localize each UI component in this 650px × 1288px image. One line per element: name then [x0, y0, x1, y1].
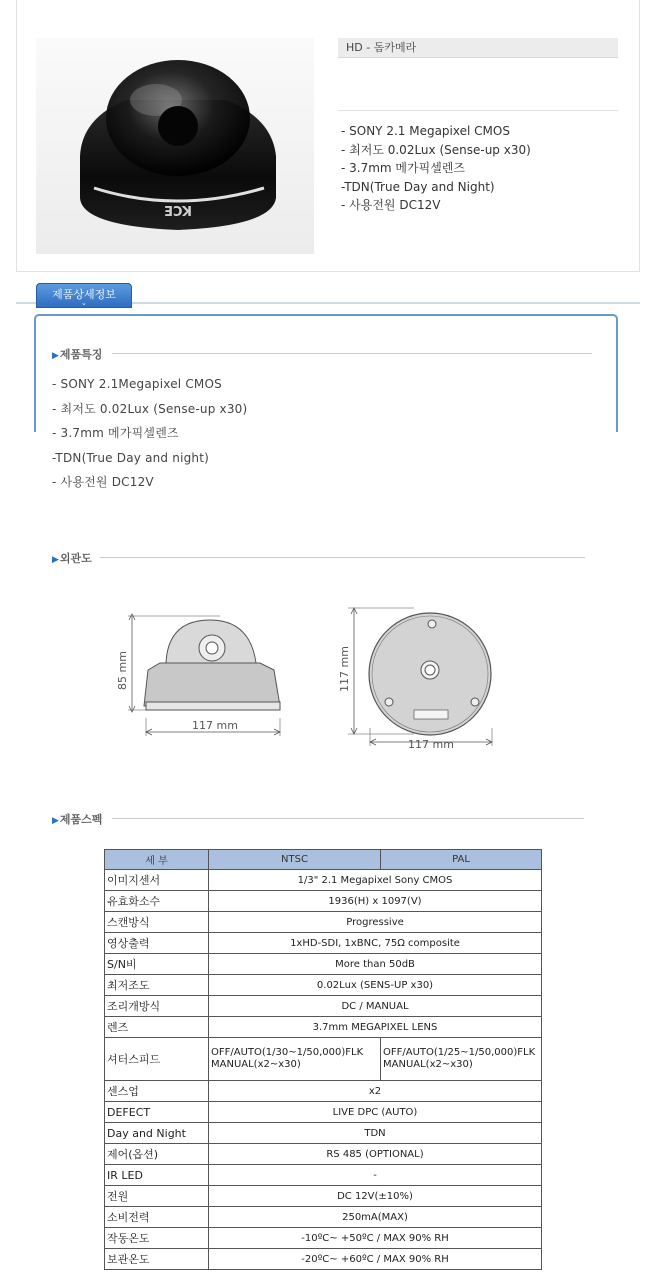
triangle-right-icon: ▶	[52, 351, 59, 361]
table-label: 센스업	[105, 1081, 209, 1102]
table-label: 이미지센서	[105, 870, 209, 891]
detail-feature-item: - 사용전원 DC12V	[52, 475, 154, 489]
feature-item: - SONY 2.1 Megapixel CMOS	[341, 124, 510, 138]
detail-feature-item: -TDN(True Day and night)	[52, 450, 210, 465]
table-row-shutter	[105, 1038, 542, 1081]
table-value: x2	[209, 1081, 542, 1102]
shutter-line: MANUAL(x2~x30)	[211, 1059, 301, 1070]
section-heading-spec	[52, 811, 102, 827]
table-row	[105, 1081, 542, 1102]
table-header-row	[105, 850, 542, 870]
feature-item: -TDN(True Day and Night)	[341, 179, 495, 194]
table-label: 소비전력	[105, 1207, 209, 1228]
side-width-label: 117 mm	[192, 719, 238, 732]
table-header-cell: PAL	[381, 850, 542, 870]
table-value-pal	[381, 1038, 542, 1081]
product-title: HD - 돔카메라	[338, 38, 618, 58]
table-row	[105, 954, 542, 975]
table-row	[105, 996, 542, 1017]
table-value: LIVE DPC (AUTO)	[209, 1102, 542, 1123]
table-label: 최저조도	[105, 975, 209, 996]
detail-feature-item: - 3.7mm 메가픽셀렌즈	[52, 426, 179, 440]
table-value: DC 12V(±10%)	[209, 1186, 542, 1207]
table-value: More than 50dB	[209, 954, 542, 975]
tab-label: 제품상세정보	[52, 288, 116, 301]
table-value: 1xHD-SDI, 1xBNC, 75Ω composite	[209, 933, 542, 954]
top-view-drawing	[344, 604, 500, 756]
table-row	[105, 1123, 542, 1144]
section-divider	[100, 557, 585, 558]
section-title: 제품스펙	[59, 813, 103, 826]
table-row	[105, 1207, 542, 1228]
section-heading-appearance	[52, 550, 92, 566]
section-divider	[112, 818, 584, 819]
table-label: 유효화소수	[105, 891, 209, 912]
table-label: 보관온도	[105, 1249, 209, 1270]
table-row	[105, 933, 542, 954]
product-photo	[36, 38, 314, 254]
table-label: 조리개방식	[105, 996, 209, 1017]
table-row	[105, 1165, 542, 1186]
spec-table	[104, 849, 542, 1270]
table-value: -20ºC~ +60ºC / MAX 90% RH	[209, 1249, 542, 1270]
section-heading-features	[52, 346, 102, 362]
table-label: 영상출력	[105, 933, 209, 954]
dome-camera-image	[36, 38, 314, 254]
table-value: DC / MANUAL	[209, 996, 542, 1017]
feature-item: - 최저도 0.02Lux (Sense-up x30)	[341, 142, 531, 157]
table-label: IR LED	[105, 1165, 209, 1186]
table-row	[105, 1017, 542, 1038]
divider	[338, 110, 618, 111]
table-label: DEFECT	[105, 1102, 209, 1123]
triangle-right-icon: ▶	[52, 816, 59, 826]
table-value: 1/3" 2.1 Megapixel Sony CMOS	[209, 870, 542, 891]
kce-logo: KCE	[164, 202, 192, 217]
tab-product-detail[interactable]	[36, 283, 132, 308]
table-label: 셔터스피드	[105, 1038, 209, 1081]
table-label: 렌즈	[105, 1017, 209, 1038]
table-row	[105, 975, 542, 996]
table-header-cell: 세 부	[105, 850, 209, 870]
shutter-line: OFF/AUTO(1/25~1/50,000)FLK	[383, 1047, 536, 1058]
feature-item: - 사용전원 DC12V	[341, 198, 441, 212]
detail-feature-item: - 최저도 0.02Lux (Sense-up x30)	[52, 401, 248, 416]
table-row	[105, 1144, 542, 1165]
table-row	[105, 1249, 542, 1270]
section-divider	[112, 353, 592, 354]
table-value: 3.7mm MEGAPIXEL LENS	[209, 1017, 542, 1038]
table-label: 전원	[105, 1186, 209, 1207]
shutter-line: OFF/AUTO(1/30~1/50,000)FLK	[211, 1047, 364, 1058]
table-value-ntsc	[209, 1038, 381, 1081]
side-height-label: 85 mm	[116, 651, 129, 690]
table-label: 제어(옵션)	[105, 1144, 209, 1165]
table-value: TDN	[209, 1123, 542, 1144]
table-value: Progressive	[209, 912, 542, 933]
table-value: -	[209, 1165, 542, 1186]
table-header-cell: NTSC	[209, 850, 381, 870]
table-value: 0.02Lux (SENS-UP x30)	[209, 975, 542, 996]
detail-feature-item: - SONY 2.1Megapixel CMOS	[52, 377, 222, 391]
table-row	[105, 1186, 542, 1207]
table-value: 250mA(MAX)	[209, 1207, 542, 1228]
detail-feature-list	[52, 372, 247, 495]
chevron-down-icon: ⌄	[81, 299, 87, 307]
table-value: 1936(H) x 1097(V)	[209, 891, 542, 912]
table-label: 스캔방식	[105, 912, 209, 933]
table-row	[105, 1228, 542, 1249]
product-feature-list	[341, 122, 531, 215]
table-row	[105, 1102, 542, 1123]
table-row	[105, 870, 542, 891]
table-label: Day and Night	[105, 1123, 209, 1144]
feature-item: - 3.7mm 메가픽셀렌즈	[341, 161, 465, 175]
table-row	[105, 912, 542, 933]
table-label: S/N비	[105, 954, 209, 975]
table-value: -10ºC~ +50ºC / MAX 90% RH	[209, 1228, 542, 1249]
section-title: 외관도	[59, 552, 92, 565]
top-width-label: 117 mm	[408, 738, 454, 751]
triangle-right-icon: ▶	[52, 555, 59, 565]
table-row	[105, 891, 542, 912]
section-title: 제품특징	[59, 348, 103, 361]
shutter-line: MANUAL(x2~x30)	[383, 1059, 473, 1070]
table-value: RS 485 (OPTIONAL)	[209, 1144, 542, 1165]
top-height-label: 117 mm	[338, 646, 351, 692]
table-label: 작동온도	[105, 1228, 209, 1249]
